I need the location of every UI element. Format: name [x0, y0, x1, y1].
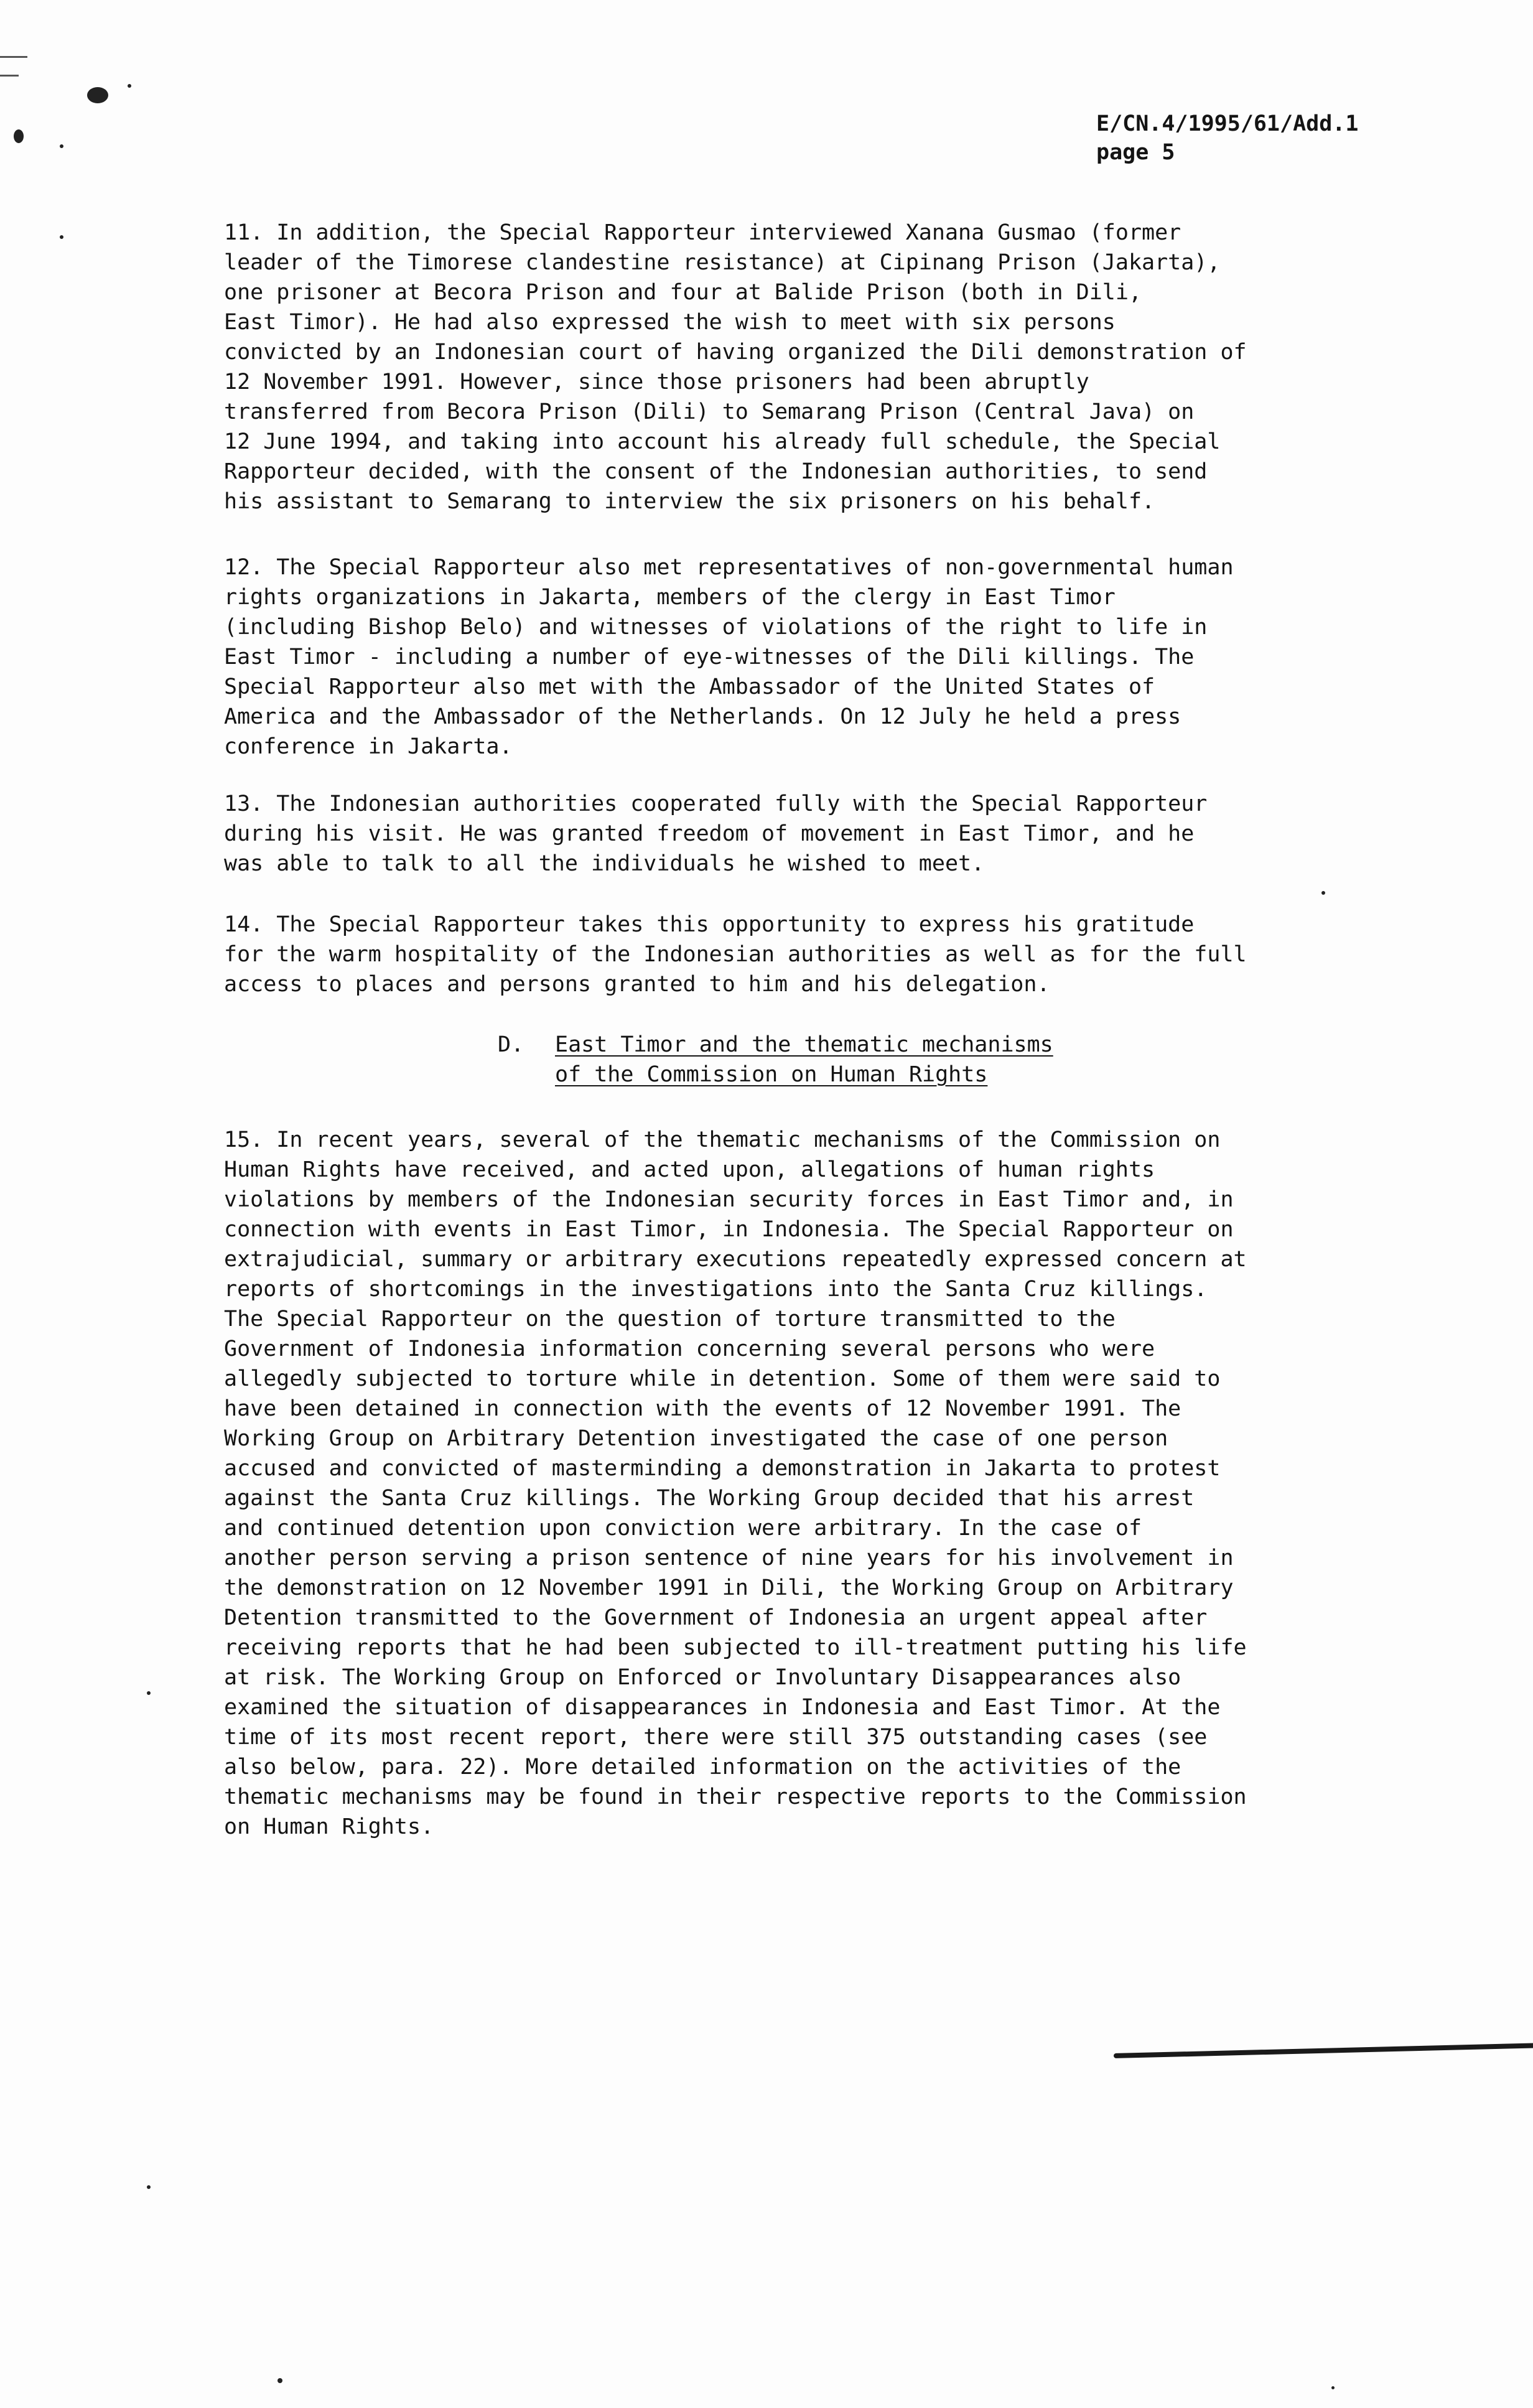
document-header	[1096, 110, 1358, 167]
scan-speck	[60, 144, 63, 148]
scan-edge-mark	[0, 56, 27, 58]
scan-edge-mark	[0, 75, 19, 77]
paragraph-14: 14. The Special Rapporteur takes this opportunity to express his gratitude for the warm hospitality of the Indonesian authorities as well as for the full access to places and persons granted to him and his delegation.	[224, 912, 1247, 997]
scan-speck	[1331, 2386, 1335, 2389]
paragraph-15: 15. In recent years, several of the thematic mechanisms of the Commission on Human Rights have received, and acted upon, allegations of human rights violations by members of the Indonesian security forces in East Timor and, in connection with events in East Timor, in Indonesia. The Special Rapporteur on extrajudicial, summary or arbitrary executions repeatedly expressed concern at reports of shortcomings in the investigations into the Santa Cruz killings. The Special Rapporteur on the question of torture transmitted to the Government of Indonesia information concerning several persons who were allegedly subjected to torture while in detention. Some of them were said to have been detained in connection with the events of 12 November 1991. The Working Group on Arbitrary Detention investigated the case of one person accused and convicted of masterminding a demonstration in Jakarta to protest against the Santa Cruz killings. The Working Group decided that his arrest and continued detention upon conviction were arbitrary. In the case of another person serving a prison sentence of nine years for his involvement in the demonstration on 12 November 1991 in Dili, the Working Group on Arbitrary Detention transmitted to the Government of Indonesia an urgent appeal after receiving reports that he had been subjected to ill-treatment putting his life at risk. The Working Group on Enforced or Involuntary Disappearances also examined the situation of disappearances in Indonesia and East Timor. At the time of its most recent report, there were still 375 outstanding cases (see also below, para. 22). More detailed information on the activities of the thematic mechanisms may be found in their respective reports to the Commission on Human Rights.	[224, 1127, 1247, 1839]
section-title-line-2: of the Commission on Human Rights	[555, 1062, 988, 1087]
section-letter: D.	[498, 1032, 524, 1057]
scan-speck	[1321, 891, 1325, 895]
scan-speck	[60, 235, 63, 239]
scan-speck	[277, 2378, 282, 2383]
scan-speck	[147, 1691, 151, 1695]
paragraph-12: 12. The Special Rapporteur also met representatives of non-governmental human rights organizations in Jakarta, members of the clergy in East Timor (including Bishop Belo) and witnesses of violations of the right to life in East Timor - including a number of eye-witnesses of the Dili killings. The Special Rapporteur also met with the Ambassador of the United States of America and the Ambassador of the Netherlands. On 12 July he held a press conference in Jakarta.	[224, 555, 1234, 759]
scan-speck	[147, 2185, 151, 2189]
section-title-line-1: East Timor and the thematic mechanisms	[555, 1032, 1053, 1057]
scan-line	[1114, 2043, 1533, 2058]
scan-speck	[128, 84, 131, 88]
scan-speck	[87, 87, 108, 103]
paragraph-11: 11. In addition, the Special Rapporteur interviewed Xanana Gusmao (former leader of the Timorese clandestine resistance) at Cipinang Prison (Jakarta), one prisoner at Becora Prison and four at Balide Prison (both in Dili, East Timor). He had also expressed the wish to meet with six persons convicted by an Indonesian court of having organized the Dili demonstration of 12 November 1991. However, since those prisoners had been abruptly transferred from Becora Prison (Dili) to Semarang Prison (Central Java) on 12 June 1994, and taking into account his already full schedule, the Special Rapporteur decided, with the consent of the Indonesian authorities, to send his assistant to Semarang to interview the six prisoners on his behalf.	[224, 220, 1247, 514]
section-heading	[498, 1030, 1053, 1090]
page-number: page 5	[1096, 140, 1175, 165]
paragraph-13: 13. The Indonesian authorities cooperated fully with the Special Rapporteur during his visit. He was granted freedom of movement in East Timor, and he was able to talk to all the individuals he wished to meet.	[224, 791, 1208, 876]
scan-speck	[14, 129, 24, 143]
document-symbol: E/CN.4/1995/61/Add.1	[1096, 111, 1359, 136]
